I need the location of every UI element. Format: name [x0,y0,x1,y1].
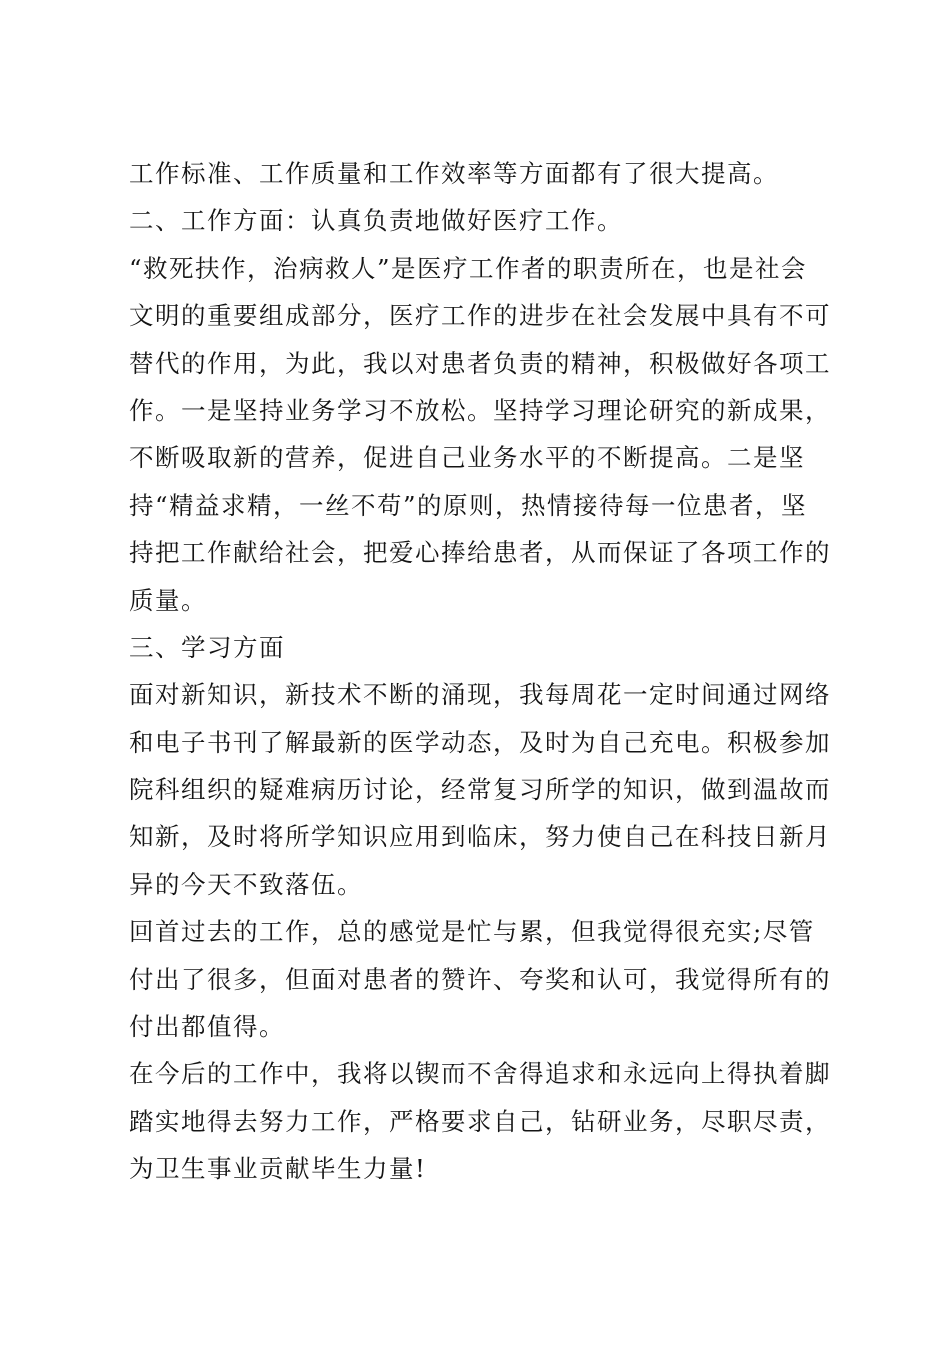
text-line: 持“精益求精，一丝不苟”的原则，热情接待每一位患者，坚 [129,490,808,520]
text-line: 异的今天不致落伍。 [129,869,363,899]
text-line: 付出了很多，但面对患者的赞许、夸奖和认可，我觉得所有的 [129,964,831,994]
text-line: 质量。 [129,585,207,615]
text-line: 文明的重要组成部分，医疗工作的进步在社会发展中具有不可 [129,301,831,331]
text-line: “救死扶作，治病救人”是医疗工作者的职责所在，也是社会 [129,253,808,283]
section-heading-study: 三、学习方面 [129,632,285,662]
text-line: 在今后的工作中，我将以锲而不舍得追求和永远向上得执着脚 [129,1059,831,1089]
document-body [129,150,829,1193]
text-line: 持把工作献给社会，把爱心捧给患者，从而保证了各项工作的 [129,538,831,568]
section-heading-work: 二、工作方面：认真负责地做好医疗工作。 [129,206,623,236]
text-line: 知新，及时将所学知识应用到临床，努力使自己在科技日新月 [129,822,831,852]
text-line: 作。一是坚持业务学习不放松。坚持学习理论研究的新成果， [129,395,831,425]
text-line: 付出都值得。 [129,1012,285,1042]
text-line: 工作标准、工作质量和工作效率等方面都有了很大提高。 [129,159,779,188]
text-line: 院科组织的疑难病历讨论，经常复习所学的知识，做到温故而 [129,775,831,805]
text-line: 为卫生事业贡献毕生力量! [129,1154,427,1184]
text-line: 回首过去的工作，总的感觉是忙与累，但我觉得很充实;尽管 [129,917,815,947]
text-line: 踏实地得去努力工作，严格要求自己，钻研业务，尽职尽责， [129,1106,831,1136]
text-line: 面对新知识，新技术不断的涌现，我每周花一定时间通过网络 [129,680,831,710]
text-line: 不断吸取新的营养，促进自己业务水平的不断提高。二是坚 [129,443,805,473]
text-line: 和电子书刊了解最新的医学动态，及时为自己充电。积极参加 [129,727,831,757]
text-line: 替代的作用，为此，我以对患者负责的精神，积极做好各项工 [129,348,831,378]
